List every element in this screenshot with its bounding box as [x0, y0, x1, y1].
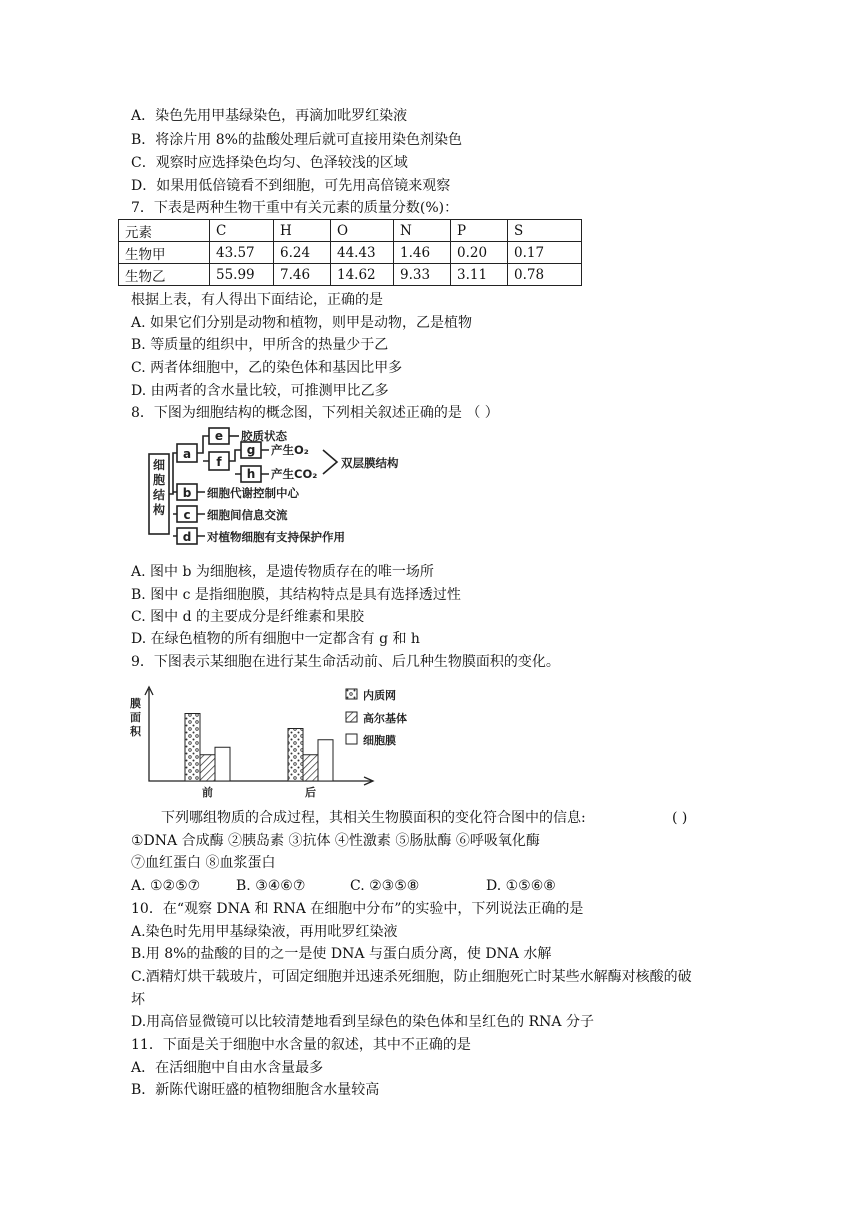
q11-option-a: A．在活细胞中自由水含量最多	[131, 1060, 324, 1076]
x-tick-label: 前	[202, 786, 213, 799]
q6-option-c: C．观察时应选择染色均匀、色泽较浅的区域	[131, 155, 408, 171]
x-tick-label: 后	[305, 786, 316, 799]
q11-option-b: B．新陈代谢旺盛的植物细胞含水量较高	[131, 1082, 380, 1098]
table-cell: 0.78	[508, 264, 582, 286]
table-cell: 0.20	[451, 242, 508, 264]
q8-option-a: A. 图中 b 为细胞核，是遗传物质存在的唯一场所	[131, 564, 434, 580]
table-header-cell: S	[508, 220, 582, 242]
q10-option-c-line2: 坏	[131, 992, 145, 1008]
node-h: h	[246, 467, 256, 481]
legend-label-membrane: 细胞膜	[363, 734, 396, 747]
q9-answer-paren: ( )	[672, 810, 688, 826]
q8-option-b: B. 图中 c 是指细胞膜，其结构特点是具有选择透过性	[131, 587, 461, 603]
node-e: e	[214, 429, 224, 443]
node-d: d	[182, 530, 192, 544]
bar-membrane-after	[318, 740, 333, 781]
h-label: 产生CO₂	[271, 467, 318, 481]
c-label: 细胞间信息交流	[207, 508, 288, 522]
q9-option-d: D. ①⑤⑥⑧	[486, 878, 556, 894]
bar-er-after	[288, 729, 303, 782]
a-branches	[197, 436, 209, 461]
table-header-cell: O	[331, 220, 394, 242]
legend-swatch-membrane	[346, 734, 357, 744]
q10-option-b: B.用 8%的盐酸的目的之一是使 DNA 与蛋白质分离，使 DNA 水解	[131, 946, 552, 962]
bar-golgi-after	[303, 755, 318, 781]
q7-stem: 7．下表是两种生物干重中有关元素的质量分数(%)：	[131, 200, 459, 216]
q10-option-d: D.用高倍显微镜可以比较清楚地看到呈绿色的染色体和呈红色的 RNA 分子	[131, 1014, 594, 1030]
bcd-arrows	[197, 492, 205, 536]
legend-swatch-er	[346, 689, 357, 699]
q7-option-a: A. 如果它们分别是动物和植物，则甲是动物，乙是植物	[131, 315, 473, 331]
q9-items-line2: ⑦血红蛋白 ⑧血浆蛋白	[131, 855, 276, 871]
bar-golgi-before	[200, 755, 215, 781]
q9-option-c: C. ②③⑤⑧	[350, 878, 420, 894]
table-header-cell: C	[210, 220, 274, 242]
table-cell: 7.46	[274, 264, 331, 286]
table-header-cell: 元素	[119, 220, 210, 242]
root-label-2: 胞	[152, 473, 166, 487]
bar-er-before	[185, 714, 200, 782]
chart-legend	[346, 688, 407, 747]
table-header-row	[119, 220, 582, 242]
node-a: a	[182, 447, 192, 461]
d-label: 对植物细胞有支持保护作用	[207, 530, 345, 544]
q10-option-a: A.染色时先用甲基绿染液，再用吡罗红染液	[131, 924, 398, 940]
q8-option-d: D. 在绿色植物的所有细胞中一定都含有 g 和 h	[131, 631, 420, 647]
membrane-area-chart	[125, 685, 435, 800]
root-label-1: 细	[152, 458, 166, 472]
e-label: 胶质状态	[241, 429, 287, 443]
q6-option-b: B．将涂片用 8%的盐酸处理后就可直接用染色剂染色	[131, 132, 462, 148]
y-axis-label-3: 积	[130, 725, 141, 738]
gh-arrows	[261, 450, 269, 474]
table-cell: 44.43	[331, 242, 394, 264]
q9-option-a: A. ①②⑤⑦	[131, 878, 201, 894]
node-c: c	[183, 508, 191, 522]
bar-membrane-before	[215, 747, 230, 781]
root-label-3: 结	[152, 488, 166, 502]
legend-label-er: 内质网	[363, 689, 396, 702]
y-axis-label-2: 面	[130, 711, 141, 724]
legend-label-golgi: 高尔基体	[363, 712, 407, 725]
double-membrane-bracket	[323, 450, 337, 474]
q7-option-d: D. 由两者的含水量比较，可推测甲比乙多	[131, 383, 389, 399]
f-branches	[229, 450, 241, 474]
x-tick-labels	[202, 785, 316, 799]
node-g: g	[246, 443, 256, 457]
table-cell: 生物乙	[119, 264, 210, 286]
table-cell: 9.33	[394, 264, 451, 286]
element-table	[118, 219, 582, 286]
node-b: b	[182, 486, 192, 500]
table-row	[119, 242, 582, 264]
q6-option-d: D．如果用低倍镜看不到细胞，可先用高倍镜来观察	[131, 178, 451, 194]
table-row	[119, 264, 582, 286]
legend-swatch-golgi	[346, 712, 357, 722]
q8-option-c: C. 图中 d 的主要成分是纤维素和果胶	[131, 609, 364, 625]
table-cell: 1.46	[394, 242, 451, 264]
table-header-cell: N	[394, 220, 451, 242]
q7-option-b: B. 等质量的组织中，甲所含的热量少于乙	[131, 337, 389, 353]
q11-stem: 11．下面是关于细胞中水含量的叙述，其中不正确的是	[131, 1037, 471, 1053]
q9-items-line1: ①DNA 合成酶 ②胰岛素 ③抗体 ④性激素 ⑤肠肽酶 ⑥呼吸氧化酶	[131, 833, 540, 849]
gh-label: 双层膜结构	[341, 456, 399, 470]
chart-axes	[149, 689, 372, 781]
q7-option-c: C. 两者体细胞中，乙的染色体和基因比甲多	[131, 360, 403, 376]
b-label: 细胞代谢控制中心	[207, 486, 299, 500]
q9-stem: 9．下图表示某细胞在进行某生命活动前、后几种生物膜面积的变化。	[131, 654, 560, 670]
table-header-cell: P	[451, 220, 508, 242]
chart-bars	[185, 714, 333, 782]
root-label-4: 构	[152, 503, 166, 517]
table-cell: 55.99	[210, 264, 274, 286]
root-branches	[169, 453, 177, 536]
y-axis-label-1: 膜	[130, 697, 141, 710]
q10-option-c-line1: C.酒精灯烘干载玻片，可固定细胞并迅速杀死细胞，防止细胞死亡时某些水解酶对核酸的破	[131, 969, 692, 985]
q8-stem: 8．下图为细胞结构的概念图，下列相关叙述正确的是 （ ）	[131, 405, 499, 421]
g-label: 产生O₂	[271, 443, 309, 457]
q9-option-b: B. ③④⑥⑦	[236, 878, 306, 894]
table-cell: 6.24	[274, 242, 331, 264]
q9-question: 下列哪组物质的合成过程，其相关生物膜面积的变化符合图中的信息:	[161, 810, 586, 826]
table-cell: 生物甲	[119, 242, 210, 264]
table-header-cell: H	[274, 220, 331, 242]
q6-option-a: A．染色先用甲基绿染色，再滴加吡罗红染液	[131, 108, 408, 124]
table-cell: 14.62	[331, 264, 394, 286]
table-cell: 0.17	[508, 242, 582, 264]
cell-structure-concept-map	[147, 424, 447, 550]
q10-stem: 10．在“观察 DNA 和 RNA 在细胞中分布”的实验中，下列说法正确的是	[131, 901, 584, 917]
table-cell: 43.57	[210, 242, 274, 264]
node-f: f	[216, 455, 222, 469]
q7-lead: 根据上表，有人得出下面结论，正确的是	[131, 292, 383, 308]
table-cell: 3.11	[451, 264, 508, 286]
